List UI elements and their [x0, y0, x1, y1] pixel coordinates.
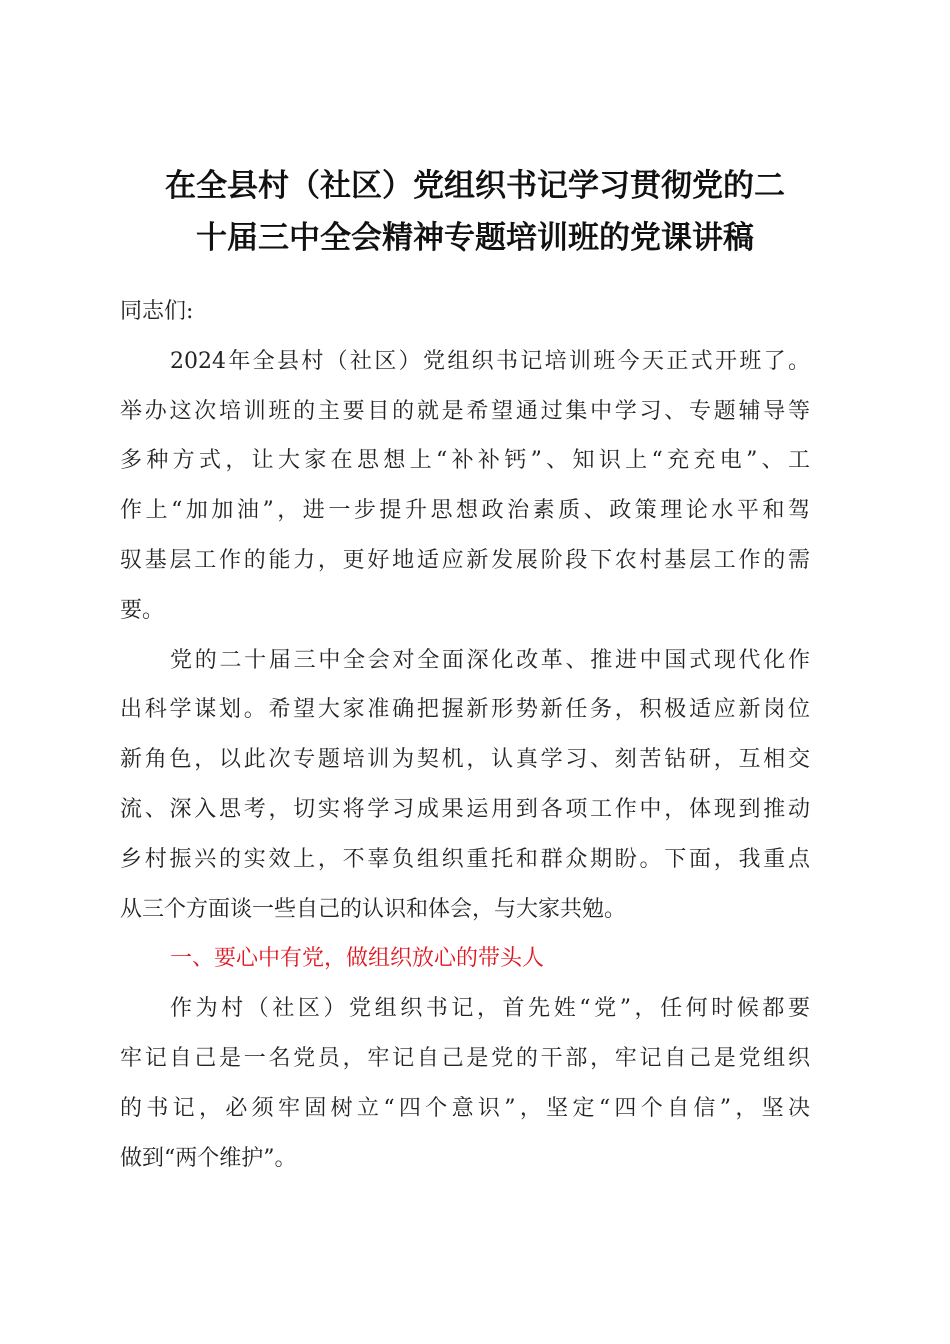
paragraph-line: 的书记，必须牢固树立“四个意识”，坚定“四个自信”，坚决 [120, 1095, 810, 1121]
paragraph-line: 举办这次培训班的主要目的就是希望通过集中学习、专题辅导等 [120, 398, 810, 424]
paragraph-line: 驭基层工作的能力，更好地适应新发展阶段下农村基层工作的需 [120, 547, 810, 573]
paragraph-line: 做到“两个维护”。 [120, 1145, 297, 1171]
paragraph-line: 新角色，以此次专题培训为契机，认真学习、刻苦钻研，互相交 [120, 747, 810, 773]
paragraph-line: 2024年全县村（社区）党组织书记培训班今天正式开班了。 [170, 348, 810, 374]
paragraph-line: 要。 [120, 597, 165, 623]
paragraph-line: 作为村（社区）党组织书记，首先姓“党”，任何时候都要 [170, 996, 810, 1022]
document-title [110, 160, 840, 264]
salutation: 同志们: [120, 299, 194, 324]
paragraph-line: 多种方式，让大家在思想上“补补钙”、知识上“充充电”、工 [120, 448, 810, 474]
document-body [120, 287, 810, 1183]
paragraph-line: 乡村振兴的实效上，不辜负组织重托和群众期盼。下面，我重点 [120, 846, 810, 872]
title-line: 在全县村（社区）党组织书记学习贯彻党的二 [165, 168, 785, 204]
paragraph-line: 作上“加加油”，进一步提升思想政治素质、政策理论水平和驾 [120, 498, 810, 524]
title-line: 十届三中全会精神专题培训班的党课讲稿 [196, 220, 754, 256]
paragraph-line: 党的二十届三中全会对全面深化改革、推进中国式现代化作 [170, 647, 810, 673]
paragraph-line: 从三个方面谈一些自己的认识和体会，与大家共勉。 [120, 896, 627, 922]
paragraph-line: 牢记自己是一名党员，牢记自己是党的干部，牢记自己是党组织 [120, 1045, 810, 1071]
section-heading: 一、要心中有党，做组织放心的带头人 [170, 946, 545, 972]
paragraph-line: 流、深入思考，切实将学习成果运用到各项工作中，体现到推动 [120, 796, 810, 822]
paragraph-line: 出科学谋划。希望大家准确把握新形势新任务，积极适应新岗位 [120, 697, 810, 723]
